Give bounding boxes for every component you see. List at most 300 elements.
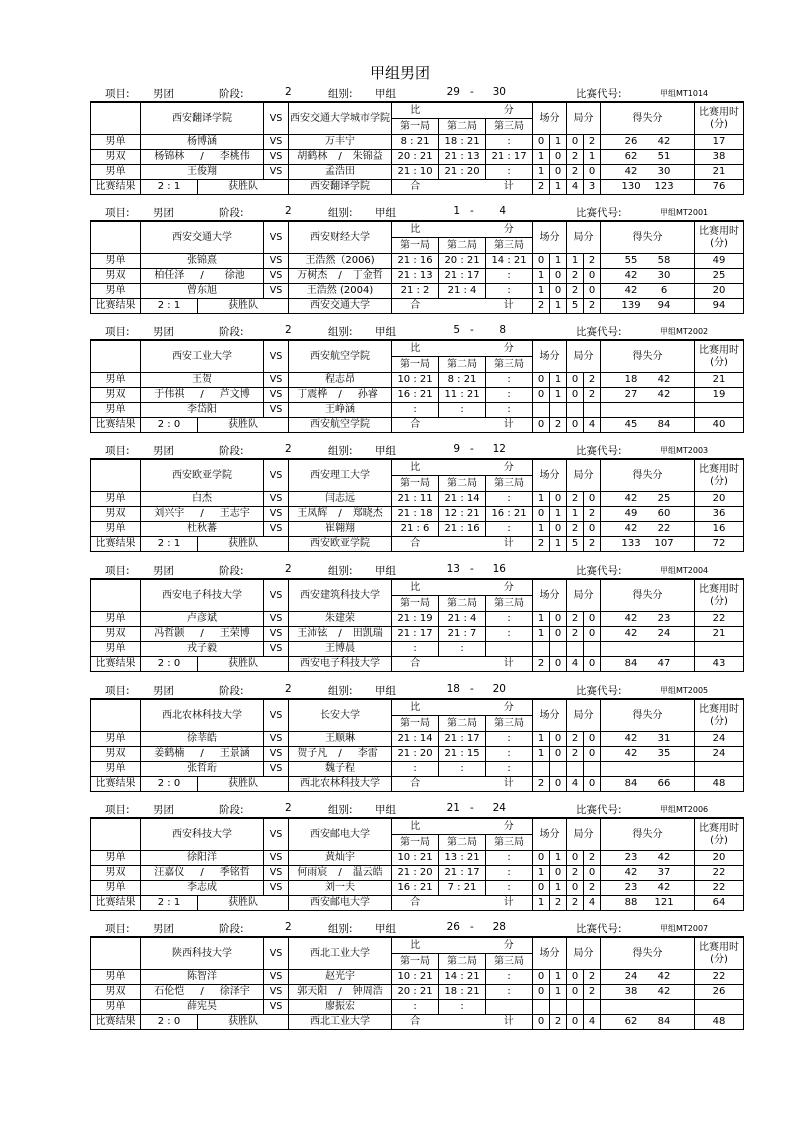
field-won: 1	[533, 522, 550, 537]
match-meta	[90, 205, 710, 220]
points-spacer	[681, 970, 695, 985]
total-duration: 48	[695, 1015, 744, 1030]
field-won: 1	[533, 627, 550, 642]
team-a-name: 西安交通大学	[141, 221, 264, 254]
field-lost: 0	[550, 284, 567, 299]
winner-name: 西北农林科技大学	[289, 777, 392, 792]
team-b-player-1: 王沛铉	[289, 627, 336, 642]
game2-score: 11 : 21	[439, 388, 486, 403]
score-table	[90, 220, 744, 314]
total-games-won: 4	[567, 777, 584, 792]
field-won: 1	[533, 165, 550, 180]
games-won	[567, 642, 584, 657]
match-row	[91, 642, 744, 657]
match-code-label: 比赛代号:	[576, 445, 622, 457]
team-a-player: 曾东旭	[141, 284, 264, 299]
games-won: 2	[567, 492, 584, 507]
total-label-left: 合	[392, 777, 439, 792]
game2-score: 21 : 4	[439, 284, 486, 299]
duration: 21	[695, 373, 744, 388]
points-spacer	[601, 612, 615, 627]
match-code: 甲组MT2001	[660, 208, 709, 217]
points-spacer	[681, 507, 695, 522]
points-spacer	[601, 642, 615, 657]
game2-score: 21 : 16	[439, 522, 486, 537]
total-field-won: 2	[533, 657, 550, 672]
games-lost: 1	[584, 150, 601, 165]
position-end: 12	[492, 443, 506, 455]
points-spacer	[681, 612, 695, 627]
total-label-left: 合	[392, 180, 439, 195]
match-type: 男双	[91, 269, 141, 284]
team-a-player-1: 石伦恺	[141, 985, 198, 1000]
games-lost: 0	[584, 269, 601, 284]
game1-score: :	[392, 1000, 439, 1015]
points-spacer	[681, 851, 695, 866]
duration-header	[695, 102, 744, 135]
games-lost: 0	[584, 627, 601, 642]
points-header: 得失分	[601, 340, 695, 373]
total-label-right: 计	[486, 180, 533, 195]
team-b-player-1: 胡鹤林	[289, 150, 336, 165]
team-b-player: 魏子程	[289, 762, 392, 777]
points-lost: 31	[648, 732, 681, 747]
field-won: 0	[533, 970, 550, 985]
points-spacer	[601, 970, 615, 985]
total-label-left: 合	[392, 299, 439, 314]
team-b-player-1: 丁震桦	[289, 388, 336, 403]
total-games-lost: 2	[584, 299, 601, 314]
game3-score: :	[486, 762, 533, 777]
game2-score: :	[439, 403, 486, 418]
stage-value: 2	[285, 443, 292, 455]
duration: 25	[695, 269, 744, 284]
game1-header: 第一局	[392, 835, 439, 851]
group-label: 组别:	[328, 685, 353, 697]
position-dash: -	[470, 443, 474, 455]
match-block	[90, 205, 740, 314]
duration-header-line2: (分)	[710, 356, 728, 368]
duration: 24	[695, 747, 744, 762]
total-games-lost: 2	[584, 537, 601, 552]
games-won: 0	[567, 135, 584, 150]
game1-score: 21 : 17	[392, 627, 439, 642]
total-points-lost: 47	[648, 657, 681, 672]
vs-label: VS	[264, 937, 289, 970]
team-b-player: 王浩然（2006)	[289, 254, 392, 269]
result-row	[91, 896, 744, 911]
games-won: 2	[567, 732, 584, 747]
field-won: 0	[533, 254, 550, 269]
total-field-lost: 0	[550, 777, 567, 792]
field-won: 1	[533, 284, 550, 299]
game3-header: 第三局	[486, 835, 533, 851]
team-b-name: 西安邮电大学	[289, 818, 392, 851]
result-label: 比赛结果	[91, 777, 141, 792]
games-lost: 0	[584, 732, 601, 747]
team-b-player-2: 朱锦益	[345, 150, 392, 165]
stage-value: 2	[285, 563, 292, 575]
team-a-name: 西安科技大学	[141, 818, 264, 851]
points-spacer	[681, 522, 695, 537]
team-a-player-2: 徐池	[207, 269, 264, 284]
position-end: 16	[492, 563, 506, 575]
vs-label: VS	[264, 627, 289, 642]
duration-header-line2: (分)	[710, 953, 728, 965]
points-spacer	[601, 747, 615, 762]
player-separator: /	[336, 388, 345, 403]
game3-score	[486, 642, 533, 657]
points-spacer	[601, 284, 615, 299]
games-won: 2	[567, 269, 584, 284]
team-a-player-2: 王荣博	[207, 627, 264, 642]
match-row	[91, 851, 744, 866]
match-code-label: 比赛代号:	[576, 804, 622, 816]
score-header-left: 比	[392, 579, 439, 596]
match-type: 男单	[91, 881, 141, 896]
points-spacer	[681, 165, 695, 180]
result-label: 比赛结果	[91, 657, 141, 672]
team-a-player: 陈智洋	[141, 970, 264, 985]
vs-label: VS	[264, 762, 289, 777]
points-spacer	[601, 269, 615, 284]
game1-score: :	[392, 403, 439, 418]
points-spacer	[681, 1015, 695, 1030]
winner-label: 获胜队	[198, 1015, 289, 1030]
game2-score: :	[439, 1000, 486, 1015]
match-code: 甲组MT2007	[660, 924, 709, 933]
field-won: 0	[533, 507, 550, 522]
project-label: 项目:	[105, 88, 130, 100]
game3-score: :	[486, 851, 533, 866]
points-spacer	[601, 881, 615, 896]
total-games-won: 4	[567, 657, 584, 672]
player-separator: /	[336, 507, 345, 522]
project-value: 男团	[153, 326, 174, 338]
points-won: 55	[615, 254, 648, 269]
game1-header: 第一局	[392, 476, 439, 492]
position-start: 21	[446, 802, 460, 814]
total-games-won: 4	[567, 180, 584, 195]
team-a-player-2: 芦文博	[207, 388, 264, 403]
team-a-player-1: 杨锦林	[141, 150, 198, 165]
field-won: 0	[533, 373, 550, 388]
game3-score: :	[486, 269, 533, 284]
points-spacer	[601, 418, 615, 433]
points-won: 23	[615, 851, 648, 866]
score-header-mid	[439, 340, 486, 357]
player-separator: /	[336, 269, 345, 284]
position-dash: -	[470, 324, 474, 336]
total-label-right: 计	[486, 777, 533, 792]
game3-score: :	[486, 881, 533, 896]
points-spacer	[681, 537, 695, 552]
games-won: 2	[567, 150, 584, 165]
total-points-lost: 123	[648, 180, 681, 195]
result-row	[91, 418, 744, 433]
project-value: 男团	[153, 804, 174, 816]
total-duration: 76	[695, 180, 744, 195]
team-a-player: 卢彦斌	[141, 612, 264, 627]
corner-cell	[91, 340, 141, 373]
match-code: 甲组MT1014	[660, 89, 709, 98]
total-points-won: 45	[615, 418, 648, 433]
points-spacer	[681, 657, 695, 672]
project-label: 项目:	[105, 445, 130, 457]
points-won: 42	[615, 522, 648, 537]
group-value: 甲组	[375, 804, 396, 816]
game3-header: 第三局	[486, 596, 533, 612]
team-b-player-1: 贺子凡	[289, 747, 336, 762]
points-spacer	[681, 896, 695, 911]
match-code: 甲组MT2002	[660, 327, 709, 336]
match-row	[91, 1000, 744, 1015]
game3-score: 14 : 21	[486, 254, 533, 269]
game2-score: 21 : 14	[439, 492, 486, 507]
duration: 49	[695, 254, 744, 269]
game3-score: :	[486, 135, 533, 150]
header-row	[91, 579, 744, 596]
duration-header	[695, 459, 744, 492]
match-type: 男双	[91, 507, 141, 522]
stage-label: 阶段:	[219, 88, 244, 100]
field-lost: 1	[550, 135, 567, 150]
vs-label: VS	[264, 985, 289, 1000]
match-row	[91, 612, 744, 627]
field-score-header: 场分	[533, 818, 567, 851]
team-b-player: 王浩然 (2004)	[289, 284, 392, 299]
result-score: 2 : 0	[141, 1015, 198, 1030]
group-value: 甲组	[375, 326, 396, 338]
points-spacer	[681, 642, 695, 657]
total-duration: 64	[695, 896, 744, 911]
position-dash: -	[470, 921, 474, 933]
games-won: 0	[567, 388, 584, 403]
games-lost: 0	[584, 284, 601, 299]
points-spacer	[601, 1000, 615, 1015]
duration: 19	[695, 388, 744, 403]
field-lost: 0	[550, 747, 567, 762]
points-spacer	[681, 866, 695, 881]
total-label-right: 计	[486, 657, 533, 672]
team-a-player: 杨博涵	[141, 135, 264, 150]
game1-score: 21 : 14	[392, 732, 439, 747]
team-a-player: 薛宪昊	[141, 1000, 264, 1015]
team-b-player-2: 李雷	[345, 747, 392, 762]
match-row	[91, 985, 744, 1000]
team-b-player-1: 王凤辉	[289, 507, 336, 522]
team-a-name: 西安电子科技大学	[141, 579, 264, 612]
score-header-mid	[439, 102, 486, 119]
game1-score: 16 : 21	[392, 881, 439, 896]
position-end: 30	[492, 86, 506, 98]
points-spacer	[601, 522, 615, 537]
field-score-header: 场分	[533, 937, 567, 970]
position-start: 9	[453, 443, 460, 455]
points-spacer	[601, 627, 615, 642]
team-b-name: 西安航空学院	[289, 340, 392, 373]
match-row	[91, 269, 744, 284]
games-lost	[584, 1000, 601, 1015]
game2-header: 第二局	[439, 835, 486, 851]
games-won: 2	[567, 284, 584, 299]
total-games-lost: 0	[584, 777, 601, 792]
game3-score: :	[486, 165, 533, 180]
team-a-player: 白杰	[141, 492, 264, 507]
score-header-right: 分	[486, 937, 533, 954]
team-a-player: 戎子毅	[141, 642, 264, 657]
match-row	[91, 388, 744, 403]
match-meta	[90, 443, 710, 458]
field-won	[533, 403, 550, 418]
score-header-mid	[439, 937, 486, 954]
duration-header	[695, 221, 744, 254]
field-lost: 1	[550, 507, 567, 522]
group-label: 组别:	[328, 207, 353, 219]
points-lost: 22	[648, 522, 681, 537]
field-lost: 1	[550, 373, 567, 388]
duration: 21	[695, 627, 744, 642]
total-games-lost: 4	[584, 896, 601, 911]
field-lost: 0	[550, 627, 567, 642]
points-won: 42	[615, 165, 648, 180]
result-label: 比赛结果	[91, 537, 141, 552]
points-won: 42	[615, 627, 648, 642]
game2-score: 13 : 21	[439, 851, 486, 866]
game1-score: 21 : 16	[392, 254, 439, 269]
points-spacer	[601, 150, 615, 165]
team-b-player: 闫志远	[289, 492, 392, 507]
match-type: 男双	[91, 747, 141, 762]
game3-header: 第三局	[486, 716, 533, 732]
project-value: 男团	[153, 88, 174, 100]
match-block	[90, 324, 740, 433]
games-lost: 2	[584, 373, 601, 388]
game2-score: 20 : 21	[439, 254, 486, 269]
points-lost: 24	[648, 627, 681, 642]
total-games-lost: 3	[584, 180, 601, 195]
total-duration: 48	[695, 777, 744, 792]
total-points-lost: 66	[648, 777, 681, 792]
games-lost: 0	[584, 522, 601, 537]
field-lost: 1	[550, 881, 567, 896]
stage-label: 阶段:	[219, 923, 244, 935]
total-label-left: 合	[392, 1015, 439, 1030]
group-value: 甲组	[375, 923, 396, 935]
points-spacer	[601, 403, 615, 418]
score-header-right: 分	[486, 818, 533, 835]
duration: 17	[695, 135, 744, 150]
corner-cell	[91, 221, 141, 254]
match-type: 男单	[91, 732, 141, 747]
games-lost: 0	[584, 866, 601, 881]
match-row	[91, 284, 744, 299]
game1-score: :	[392, 642, 439, 657]
points-won: 49	[615, 507, 648, 522]
team-b-player: 廖振宏	[289, 1000, 392, 1015]
points-header: 得失分	[601, 459, 695, 492]
vs-label: VS	[264, 1000, 289, 1015]
games-won	[567, 762, 584, 777]
points-spacer	[601, 537, 615, 552]
team-a-player-2: 季铭哲	[207, 866, 264, 881]
result-score: 2 : 1	[141, 896, 198, 911]
game2-score: 21 : 15	[439, 747, 486, 762]
team-b-player-2: 温云皓	[345, 866, 392, 881]
total-games-won: 0	[567, 418, 584, 433]
game3-score: :	[486, 284, 533, 299]
team-b-player-1: 万树杰	[289, 269, 336, 284]
score-header-left: 比	[392, 102, 439, 119]
total-field-won: 1	[533, 896, 550, 911]
team-b-name: 西安建筑科技大学	[289, 579, 392, 612]
match-meta	[90, 683, 710, 698]
total-field-won: 0	[533, 1015, 550, 1030]
games-won: 2	[567, 866, 584, 881]
field-lost: 1	[550, 970, 567, 985]
game2-score: :	[439, 762, 486, 777]
game-score-header: 局分	[567, 102, 601, 135]
field-won	[533, 762, 550, 777]
points-spacer	[681, 881, 695, 896]
points-won: 42	[615, 612, 648, 627]
total-label-left: 合	[392, 537, 439, 552]
header-row	[91, 340, 744, 357]
points-won: 18	[615, 373, 648, 388]
team-b-player: 崔翱翔	[289, 522, 392, 537]
game2-score: 7 : 21	[439, 881, 486, 896]
project-value: 男团	[153, 565, 174, 577]
game1-score: 21 : 20	[392, 747, 439, 762]
points-spacer	[601, 1015, 615, 1030]
game3-score: :	[486, 612, 533, 627]
field-won: 0	[533, 985, 550, 1000]
total-games-won: 0	[567, 1015, 584, 1030]
team-b-player: 黄灿宇	[289, 851, 392, 866]
game1-score: 10 : 21	[392, 851, 439, 866]
field-lost: 0	[550, 269, 567, 284]
points-header: 得失分	[601, 102, 695, 135]
points-spacer	[681, 492, 695, 507]
total-field-lost: 1	[550, 299, 567, 314]
games-lost: 2	[584, 388, 601, 403]
position-start: 5	[453, 324, 460, 336]
game2-score: 21 : 17	[439, 866, 486, 881]
match-type: 男单	[91, 762, 141, 777]
match-row	[91, 492, 744, 507]
match-block	[90, 86, 740, 195]
points-spacer	[601, 896, 615, 911]
total-label-mid	[439, 299, 486, 314]
result-label: 比赛结果	[91, 180, 141, 195]
corner-cell	[91, 699, 141, 732]
game3-header: 第三局	[486, 119, 533, 135]
game2-score: 21 : 7	[439, 627, 486, 642]
result-score: 2 : 1	[141, 299, 198, 314]
vs-label: VS	[264, 492, 289, 507]
game3-score: :	[486, 522, 533, 537]
points-spacer	[681, 373, 695, 388]
duration	[695, 403, 744, 418]
field-lost: 0	[550, 732, 567, 747]
corner-cell	[91, 937, 141, 970]
group-value: 甲组	[375, 207, 396, 219]
position-start: 26	[446, 921, 460, 933]
winner-label: 获胜队	[198, 896, 289, 911]
vs-label: VS	[264, 373, 289, 388]
team-b-name: 西安交通大学城市学院	[289, 102, 392, 135]
total-field-won: 2	[533, 299, 550, 314]
